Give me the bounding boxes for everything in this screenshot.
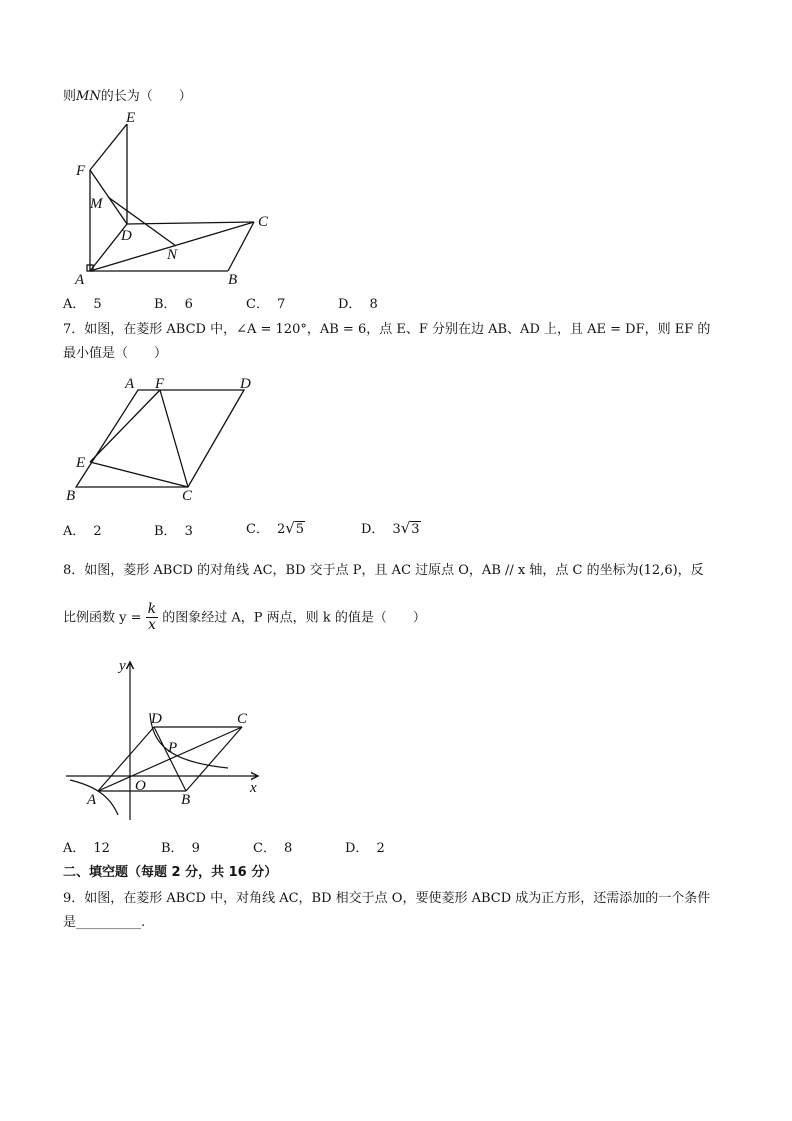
- q6-tail-suffix: 的长为（ ）: [100, 89, 192, 104]
- q6-tail-var: MN: [76, 89, 101, 104]
- q7-label-e: E: [76, 455, 86, 471]
- option-value: 7: [276, 297, 286, 312]
- q6-label-n: N: [167, 247, 178, 263]
- option-value: 8: [369, 297, 378, 312]
- q8-line2-prefix: 比例函数 y =: [63, 610, 142, 626]
- option-value: 3: [184, 524, 193, 539]
- option-value: 2: [376, 841, 385, 856]
- q6-label-d: D: [121, 228, 132, 244]
- option-letter: D．: [345, 841, 369, 856]
- option-letter: B．: [154, 524, 177, 539]
- option-letter: D．: [361, 522, 385, 537]
- q6-label-a: A: [75, 272, 85, 288]
- q8-stem-line1: 8．如图，菱形 ABCD 的对角线 AC，BD 交于点 P，且 AC 过原点 O，AB // x 轴，点 C 的坐标为(12,6)，反: [63, 563, 704, 578]
- q7-label-f: F: [155, 376, 165, 392]
- q8-option-a[interactable]: [63, 842, 110, 855]
- sqrt-sign: √: [285, 519, 295, 537]
- q6-label-m: M: [90, 196, 103, 212]
- q6-tail-prefix: 则: [63, 89, 77, 104]
- q8-option-c[interactable]: [253, 842, 292, 855]
- q8-segment-bc: [186, 727, 242, 791]
- option-letter: B．: [154, 297, 177, 312]
- q8-label-x: x: [250, 780, 257, 796]
- option-radicand: 5: [295, 522, 305, 537]
- q8-diagonal-bd: [154, 727, 186, 791]
- q8-label-p: P: [168, 740, 178, 756]
- option-letter: A．: [63, 524, 86, 539]
- option-value: 8: [283, 841, 293, 856]
- option-radicand: 3: [411, 522, 420, 537]
- q8-label-o: O: [135, 778, 146, 794]
- q7-label-c: C: [182, 488, 193, 504]
- option-value: 12: [93, 841, 110, 856]
- option-coef: 3: [392, 522, 401, 537]
- q6-label-e: E: [126, 110, 136, 126]
- option-letter: D．: [338, 297, 362, 312]
- q8-label-c: C: [237, 711, 248, 727]
- q8-line2-suffix: 的图象经过 A，P 两点，则 k 的值是（ ）: [162, 610, 426, 626]
- option-letter: B．: [161, 841, 184, 856]
- q6-label-c: C: [258, 214, 269, 230]
- q7-label-d: D: [240, 376, 251, 392]
- option-letter: C．: [246, 297, 269, 312]
- q7-stem-line2: 最小值是（ ）: [63, 346, 168, 361]
- section-heading: 二、填空题（每题 2 分，共 16 分）: [63, 865, 278, 880]
- option-value: 6: [184, 297, 193, 312]
- q9-stem-line1: 9．如图，在菱形 ABCD 中，对角线 AC，BD 相交于点 O，要使菱形 ABCD 成为正方形，还需添加的一个条件: [63, 891, 711, 906]
- option-value: 2: [93, 524, 102, 539]
- q7-label-b: B: [66, 488, 76, 504]
- q8-label-d: D: [151, 711, 162, 727]
- q8-label-b: B: [181, 792, 191, 808]
- q6-label-f: F: [76, 163, 86, 179]
- option-letter: C．: [253, 841, 276, 856]
- option-letter: C．: [246, 522, 269, 537]
- option-coef: 2: [276, 522, 286, 537]
- sqrt-sign: √: [400, 519, 411, 537]
- q8-label-a: A: [87, 792, 97, 808]
- q8-label-y: y: [119, 658, 126, 674]
- option-value: 9: [191, 841, 200, 856]
- q7-label-a: A: [125, 376, 135, 392]
- option-value: 5: [93, 297, 102, 312]
- option-letter: A．: [63, 297, 86, 312]
- option-letter: A．: [63, 841, 86, 856]
- q8-frac-num: k: [147, 601, 157, 617]
- q9-stem-line2: 是__________.: [63, 915, 146, 930]
- q8-frac-den: x: [147, 617, 156, 634]
- q8-option-d[interactable]: [345, 842, 385, 855]
- q8-option-b[interactable]: [161, 842, 200, 855]
- q7-stem-line1: 7．如图，在菱形 ABCD 中，∠A = 120°，AB = 6，点 E、F 分别在边 AB、AD 上，且 AE = DF，则 EF 的: [63, 322, 711, 337]
- q6-label-b: B: [228, 272, 238, 288]
